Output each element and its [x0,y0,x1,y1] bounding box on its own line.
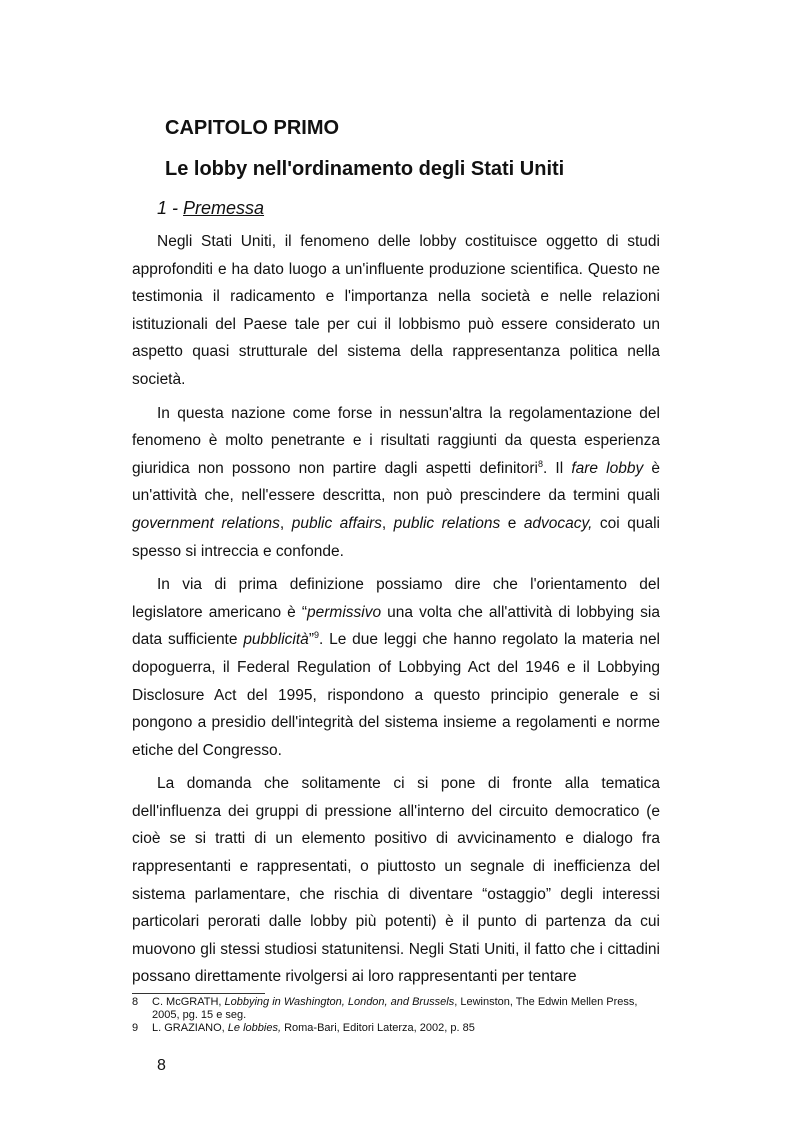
footnote-8: 8 C. McGRATH, Lobbying in Washington, London, and Brussels, Lewinston, The Edwin Mellen Press, 2005, pg. 15 e seg. [132,996,638,1021]
paragraph-3: In via di prima definizione possiamo dire che l'orientamento del legislatore americano è “permissivo una volta che all'attività di lobbying sia data sufficiente pubblicità”$^9$. Le due leggi che hanno regolato la materia nel dopoguerra, il Federal Regulation of Lobbying Act del 1946 e il Lobbying Disclosure Act del 1995, rispondono a questo principio generale e si pongono a presidio dell'integrità del sistema insieme a regolamenti e norme etiche del Congresso. [132,576,661,759]
chapter-heading: CAPITOLO PRIMO [165,117,340,139]
footnotes [132,996,660,1035]
footnote-number: 8 [132,996,139,1008]
paragraph-2: In questa nazione come forse in nessun'altra la regolamentazione del fenomeno è molto penetrante e i risultati raggiunti da questa esperienza giuridica non possono non partire dagli aspetti definitori$^8$. Il fare lobby è un'attività che, nell'essere descritta, non può prescindere da termini quali government relations, public affairs, public relations e advocacy, coi quali spesso si intreccia e confonde. [132,404,660,560]
section-title: Premessa [183,198,265,218]
page-number: 8 [157,1057,166,1074]
paragraph-1: Negli Stati Uniti, il fenomeno delle lobby costituisce oggetto di studi approfonditi e ha dato luogo a un'influente produzione scientifica. Questo ne testimonia il radicamento e l'importanza nella società e nelle relazioni istituzionali del Paese tale per cui il lobbismo può essere considerato un aspetto quasi strutturale del sistema della rappresentanza politica nella società. [132,233,660,388]
section-number: 1 - [157,198,184,218]
footnote-ref-8[interactable]: 8 [537,458,543,469]
footnote-9: 9 L. GRAZIANO, Le lobbies, Roma-Bari, Editori Laterza, 2002, p. 85 [132,1022,475,1034]
footnote-number: 9 [132,1022,139,1034]
footnote-separator [132,993,265,994]
chapter-title: Le lobby nell'ordinamento degli Stati Uniti [165,158,565,180]
paragraph-4: La domanda che solitamente ci si pone di fronte alla tematica dell'influenza dei gruppi di pressione all'interno del circuito democratico (e cioè se si tratti di un elemento positivo di avvicinamento e dialogo fra rappresentanti e rappresentati, o piuttosto un segnale di inefficienza del sistema parlamentare, che rischia di diventare “ostaggio” degli interessi particolari perorati dalle lobby più potenti) è il punto di partenza da cui muovono gli stessi studiosi statunitensi. Negli Stati Uniti, il fatto che i cittadini possano direttamente rivolgersi ai loro rappresentanti per tentare [132,775,660,986]
body-text [132,228,660,997]
section-heading [157,196,264,220]
footnote-ref-9[interactable]: 9 [313,630,319,641]
